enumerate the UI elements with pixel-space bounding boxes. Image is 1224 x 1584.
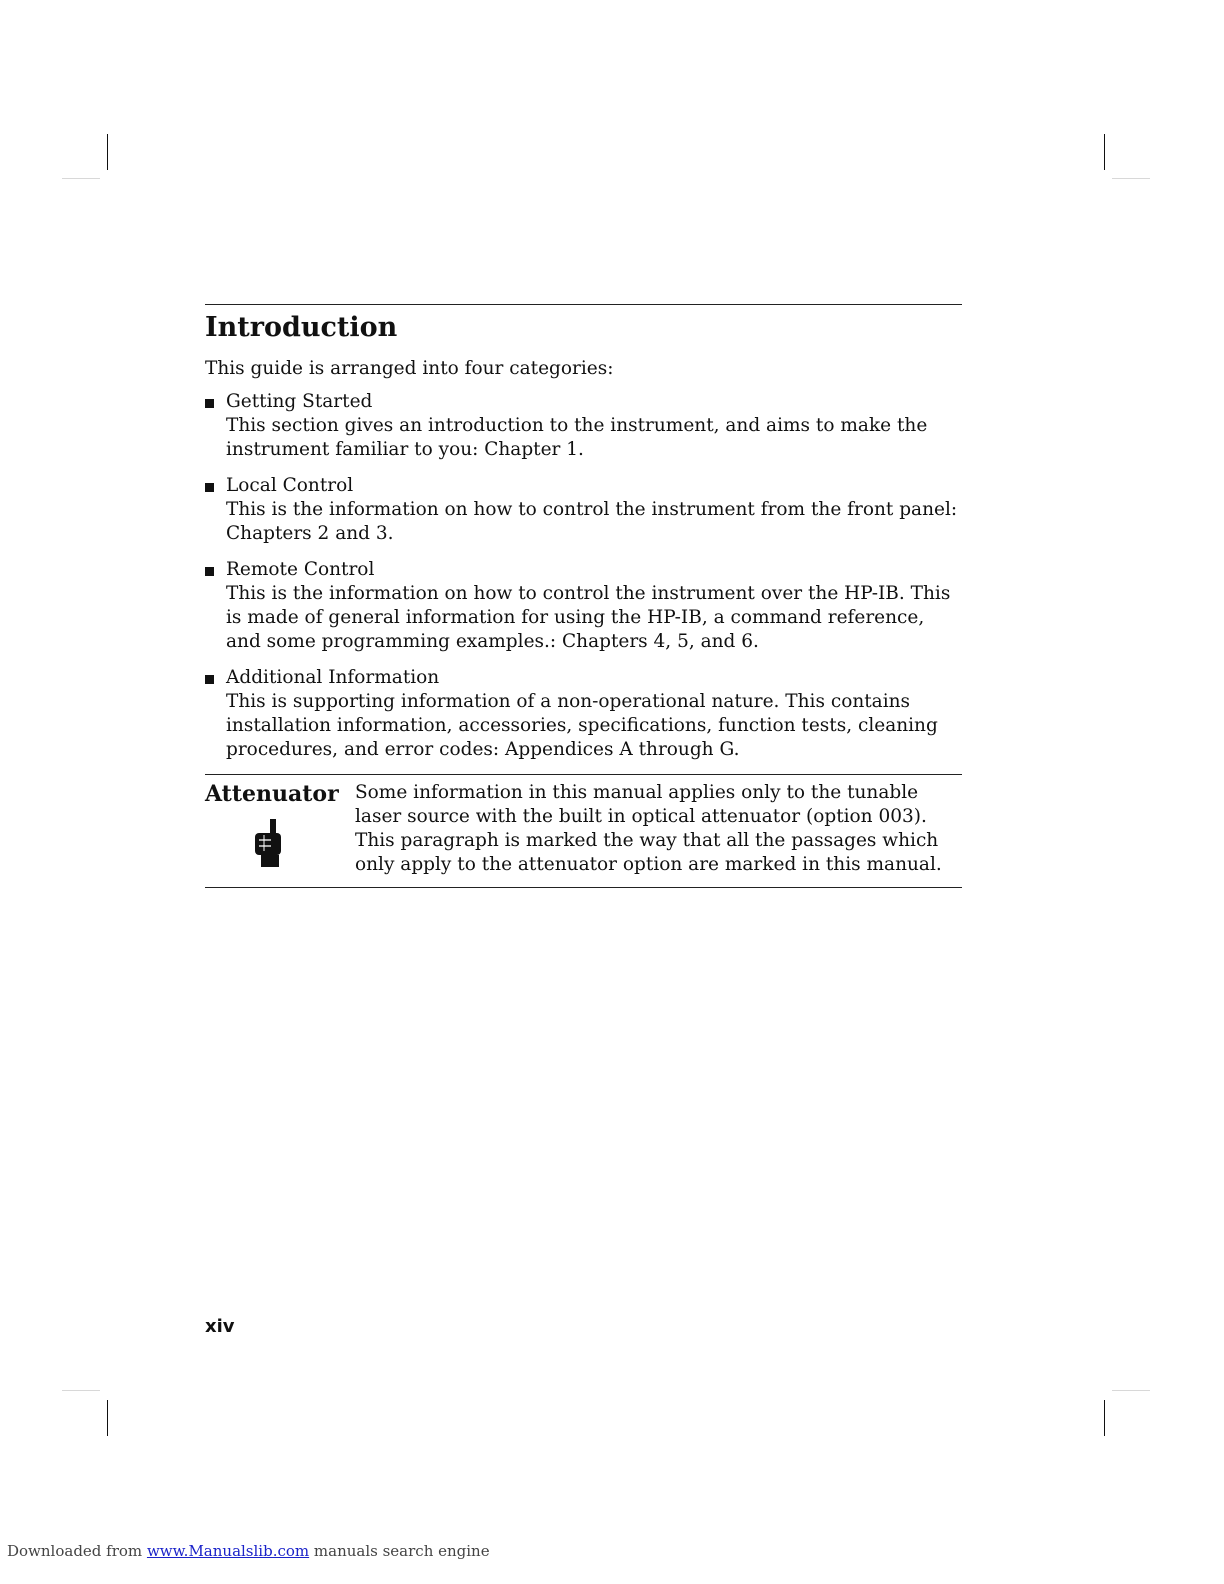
bullet-icon — [205, 483, 214, 492]
note-title: Attenuator — [205, 781, 339, 807]
crop-mark — [62, 1390, 100, 1391]
note-label — [205, 779, 355, 877]
category-title: Getting Started — [226, 391, 373, 412]
bullet-icon — [205, 675, 214, 684]
crop-mark — [1104, 134, 1105, 170]
category-description: This is supporting information of a non-operational nature. This contains installation information, accessories, specifications, function tests, cleaning procedures, and error codes: Appendices A through G. — [226, 691, 938, 760]
crop-mark — [1112, 1390, 1150, 1391]
list-item — [205, 558, 962, 654]
list-item — [205, 666, 962, 762]
page-number: xiv — [205, 1316, 235, 1337]
bullet-icon — [205, 567, 214, 576]
page-title: Introduction — [205, 312, 398, 343]
category-title: Local Control — [226, 475, 354, 496]
crop-mark — [62, 178, 100, 179]
footer-prefix: Downloaded from — [7, 1542, 143, 1560]
footer — [7, 1542, 490, 1560]
list-item — [205, 390, 962, 462]
crop-mark — [107, 1400, 108, 1436]
page-content — [205, 304, 962, 888]
attenuator-note — [205, 774, 962, 888]
list-item — [205, 474, 962, 546]
intro-text: This guide is arranged into four categories: — [205, 358, 614, 379]
footer-suffix: manuals search engine — [313, 1542, 490, 1560]
category-list — [205, 390, 962, 762]
pointing-hand-icon — [251, 819, 285, 869]
crop-mark — [1112, 178, 1150, 179]
category-title: Additional Information — [226, 667, 440, 688]
category-title: Remote Control — [226, 559, 375, 580]
top-rule — [205, 304, 962, 305]
note-text: Some information in this manual applies only to the tunable laser source with the built in optical attenuator (option 003). This paragraph is marked the way that all the passages which only apply to the attenuator option are marked in this manual. — [355, 782, 942, 875]
manualslib-link[interactable]: www.Manualslib.com — [146, 1542, 310, 1560]
bullet-icon — [205, 399, 214, 408]
crop-mark — [107, 134, 108, 170]
category-description: This is the information on how to control the instrument over the HP-IB. This is made of general information for using the HP-IB, a command reference, and some programming examples.: Chapters 4, 5, and 6. — [226, 583, 951, 652]
category-description: This section gives an introduction to the instrument, and aims to make the instrument familiar to you: Chapter 1. — [226, 415, 928, 460]
category-description: This is the information on how to control the instrument from the front panel: Chapters 2 and 3. — [226, 499, 958, 544]
crop-mark — [1104, 1400, 1105, 1436]
